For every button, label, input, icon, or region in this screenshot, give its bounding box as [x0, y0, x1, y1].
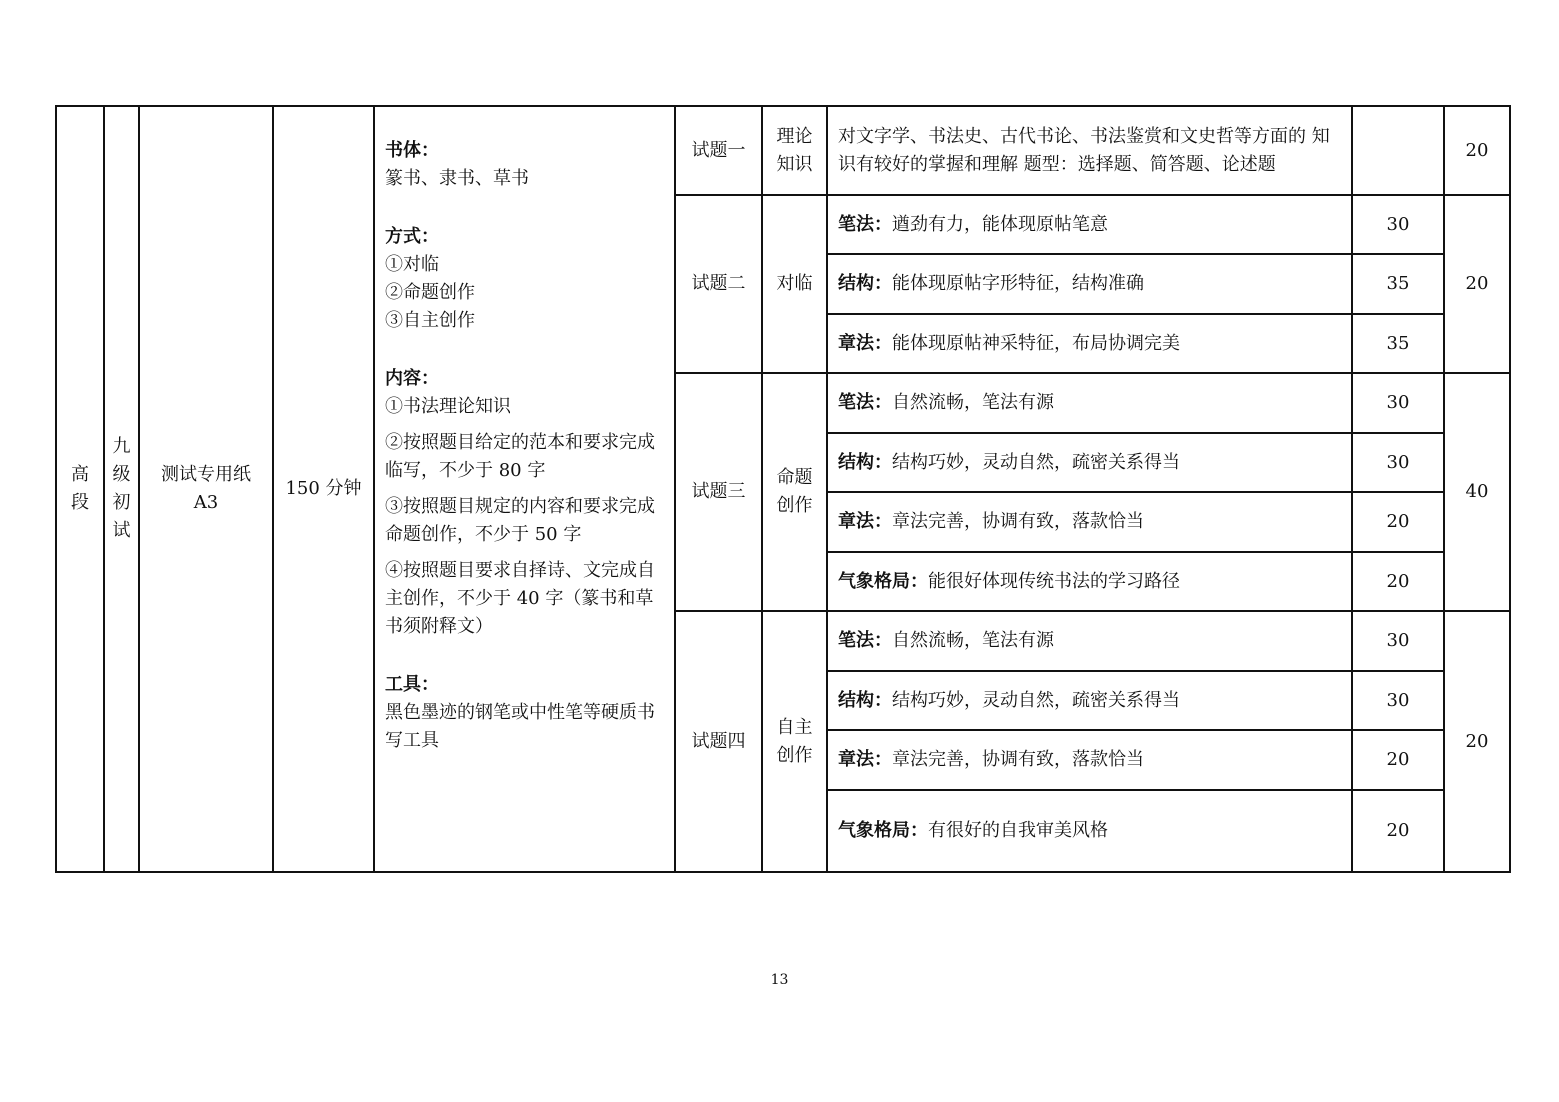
paper-cell: 测试专用纸 A3	[139, 106, 273, 872]
score-cell: 30	[1352, 373, 1444, 433]
grade-cell: 九 级 初 试	[104, 106, 139, 872]
content-item: ②按照题目给定的范本和要求完成临写，不少于 80 字	[385, 432, 655, 481]
question-type: 对临	[762, 195, 827, 373]
question-type: 命题 创作	[762, 373, 827, 611]
level-cell: 高 段	[56, 106, 104, 872]
criterion-cell: 气象格局：能很好体现传统书法的学习路径	[827, 552, 1352, 611]
criterion-cell: 章法：章法完善，协调有致，落款恰当	[827, 730, 1352, 790]
criterion-cell: 结构：结构巧妙，灵动自然，疏密关系得当	[827, 671, 1352, 730]
content-heading: 内容：	[385, 368, 439, 389]
score-cell: 20	[1352, 790, 1444, 872]
score-cell: 20	[1352, 730, 1444, 790]
method-item: ③自主创作	[385, 310, 475, 331]
score-cell: 20	[1352, 552, 1444, 611]
content-item: ③按照题目规定的内容和要求完成命题创作，不少于 50 字	[385, 496, 655, 545]
criterion-cell: 章法：能体现原帖神采特征，布局协调完美	[827, 314, 1352, 373]
requirements-cell	[374, 106, 675, 872]
criterion-cell: 笔法：自然流畅，笔法有源	[827, 611, 1352, 671]
score-cell: 30	[1352, 433, 1444, 492]
duration-cell: 150 分钟	[273, 106, 374, 872]
criterion-cell: 结构：能体现原帖字形特征，结构准确	[827, 254, 1352, 314]
criterion-cell: 气象格局：有很好的自我审美风格	[827, 790, 1352, 872]
content-item: ①书法理论知识	[385, 396, 511, 417]
script-heading: 书体：	[385, 140, 439, 161]
question-type: 理论 知识	[762, 106, 827, 195]
question-type: 自主 创作	[762, 611, 827, 872]
method-item: ②命题创作	[385, 282, 475, 303]
score-cell: 35	[1352, 254, 1444, 314]
question-description: 对文字学、书法史、古代书论、书法鉴赏和文史哲等方面的 知识有较好的掌握和理解 题型：选择题、简答题、论述题	[827, 106, 1352, 195]
content-item: ④按照题目要求自择诗、文完成自主创作，不少于 40 字（篆书和草书须附释文）	[385, 560, 655, 637]
criterion-cell: 笔法：遒劲有力，能体现原帖笔意	[827, 195, 1352, 254]
weight-cell: 20	[1444, 106, 1510, 195]
score-cell: 20	[1352, 492, 1444, 552]
weight-cell: 40	[1444, 373, 1510, 611]
question-name: 试题四	[675, 611, 762, 872]
score-cell	[1352, 106, 1444, 195]
method-item: ①对临	[385, 254, 439, 275]
table-row	[56, 106, 1510, 195]
question-name: 试题二	[675, 195, 762, 373]
tool-text: 黑色墨迹的钢笔或中性笔等硬质书写工具	[385, 702, 655, 751]
score-cell: 30	[1352, 195, 1444, 254]
weight-cell: 20	[1444, 611, 1510, 872]
criterion-cell: 笔法：自然流畅，笔法有源	[827, 373, 1352, 433]
exam-requirements-table	[55, 105, 1511, 873]
score-cell: 30	[1352, 671, 1444, 730]
question-name: 试题一	[675, 106, 762, 195]
criterion-cell: 结构：结构巧妙，灵动自然，疏密关系得当	[827, 433, 1352, 492]
tool-heading: 工具：	[385, 674, 439, 695]
weight-cell: 20	[1444, 195, 1510, 373]
score-cell: 30	[1352, 611, 1444, 671]
score-cell: 35	[1352, 314, 1444, 373]
method-heading: 方式：	[385, 226, 439, 247]
script-text: 篆书、隶书、草书	[385, 168, 529, 189]
question-name: 试题三	[675, 373, 762, 611]
page-number: 13	[770, 972, 789, 988]
criterion-cell: 章法：章法完善，协调有致，落款恰当	[827, 492, 1352, 552]
